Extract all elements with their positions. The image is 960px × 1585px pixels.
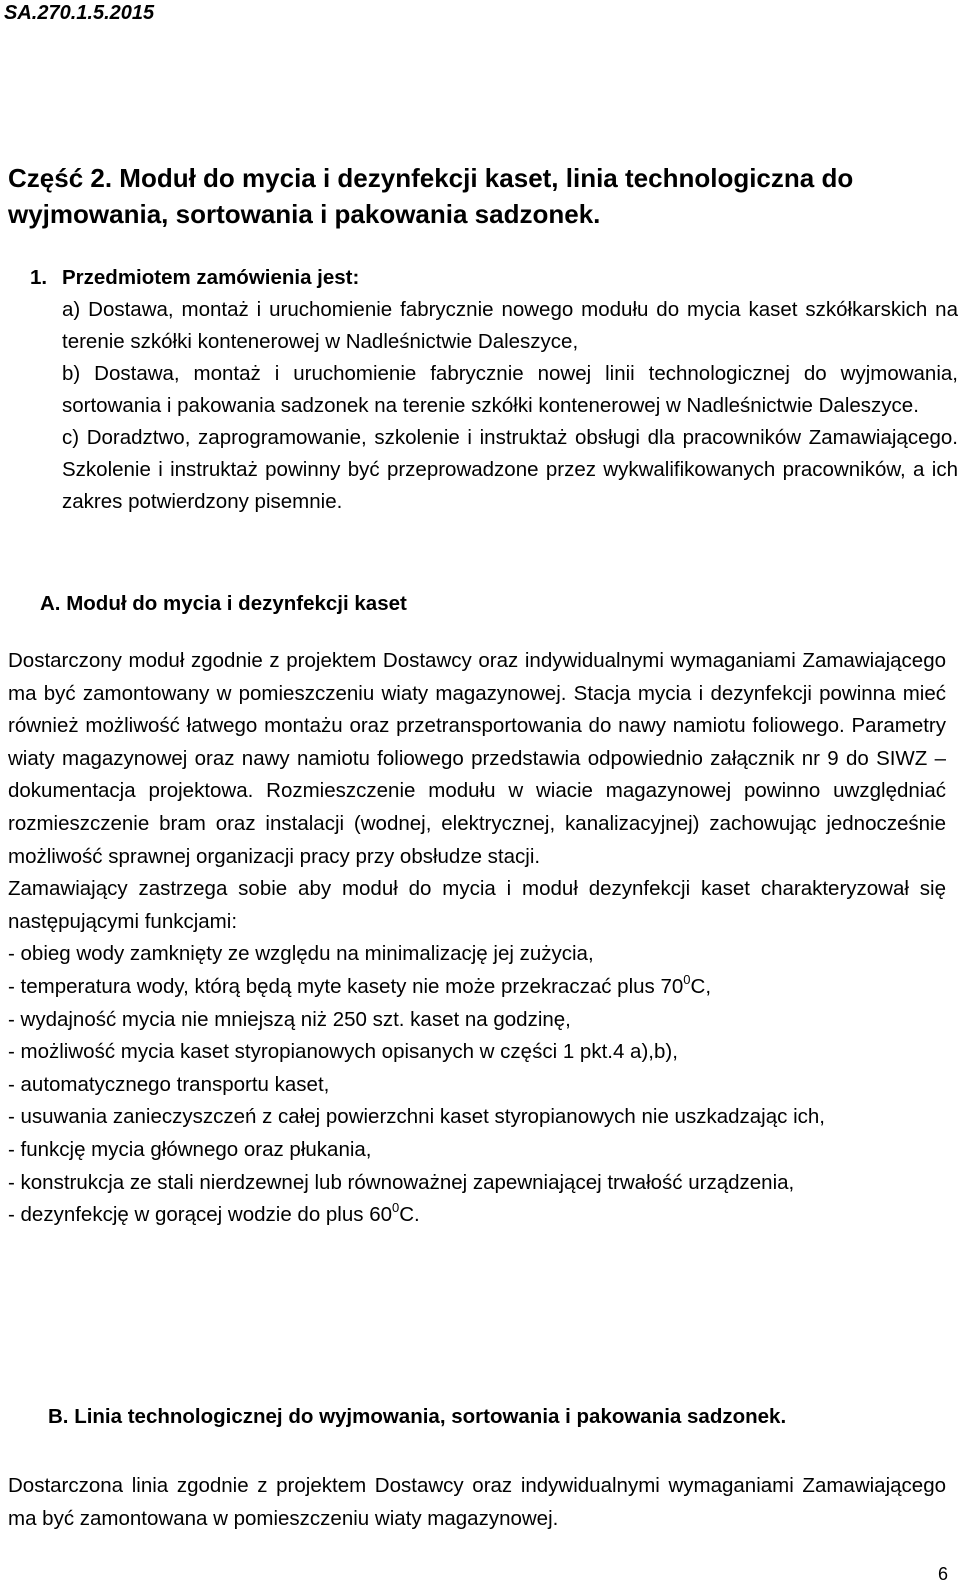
list-item: - funkcję mycia głównego oraz płukania, — [8, 1137, 372, 1161]
section-1-heading: Przedmiotem zamówienia jest: — [62, 266, 360, 289]
part-title: Część 2. Moduł do mycia i dezynfekcji kaset, linia technologiczna do wyjmowania, sortowania i pakowania sadzonek. — [8, 163, 854, 229]
list-item-c: c) Doradztwo, zaprogramowanie, szkolenie i instruktaż obsługi dla pracowników Zamawiającego. Szkolenie i instruktaż powinny być przeprowadzone przez wykwalifikowanych pracowników, a ich zakres potwierdzony pisemnie. — [62, 426, 958, 513]
section-1-number: 1. — [30, 266, 48, 289]
section-1-heading-row — [30, 262, 958, 294]
list-item: - konstrukcja ze stali nierdzewnej lub równoważnej zapewniającej trwałość urządzenia, — [8, 1170, 795, 1194]
section-1 — [30, 262, 958, 518]
superscript: 0 — [683, 971, 691, 987]
section-b-body — [8, 1470, 946, 1535]
list-item: - obieg wody zamknięty ze względu na minimalizację jej zużycia, — [8, 942, 594, 966]
list-item: - wydajność mycia nie mniejszą niż 250 szt. kaset na godzinę, — [8, 1007, 571, 1031]
section-a-heading: A. Moduł do mycia i dezynfekcji kaset — [40, 592, 407, 615]
section-b-heading: B. Linia technologicznej do wyjmowania, sortowania i pakowania sadzonek. — [48, 1405, 787, 1428]
document-reference: SA.270.1.5.2015 — [4, 2, 155, 24]
list-item-text: - dezynfekcję w gorącej wodzie do plus 60 — [8, 1203, 393, 1227]
list-item-text: C. — [399, 1203, 420, 1227]
list-item — [8, 971, 946, 1004]
list-item: - automatycznego transportu kaset, — [8, 1072, 330, 1096]
list-item-b: b) Dostawa, montaż i uruchomienie fabrycznie nowej linii technologicznej do wyjmowania, sortowania i pakowania sadzonek na terenie szkółki kontenerowej w Nadleśnictwie Daleszyce. — [62, 362, 958, 417]
section-a-paragraph-2: Zamawiający zastrzega sobie aby moduł do mycia i moduł dezynfekcji kaset charakteryzował się następującymi funkcjami: — [8, 877, 946, 933]
list-item-text: - temperatura wody, którą będą myte kasety nie może przekraczać plus 70 — [8, 974, 684, 998]
page-number: 6 — [937, 1564, 948, 1584]
superscript: 0 — [392, 1200, 400, 1216]
list-item — [8, 1199, 946, 1232]
section-a-paragraph-1: Dostarczony moduł zgodnie z projektem Dostawcy oraz indywidualnymi wymaganiami Zamawiającego ma być zamontowany w pomieszczeniu wiaty magazynowej. Stacja mycia i dezynfekcji powinna mieć również możliwość łatwego montażu oraz przetransportowania do nawy namiotu foliowego. Parametry wiaty magazynowej oraz nawy namiotu foliowego przedstawia odpowiednio załącznik nr 9 do SIWZ – dokumentacja projektowa. Rozmieszczenie modułu w wiacie magazynowej powinno uwzględniać rozmieszczenie bram oraz instalacji (wodnej, elektrycznej, kanalizacyjnej) zachowując jednocześnie możliwość sprawnej organizacji pracy przy obsłudze stacji. — [8, 649, 946, 868]
section-b-paragraph: Dostarczona linia zgodnie z projektem Dostawcy oraz indywidualnymi wymaganiami Zamawiającego ma być zamontowana w pomieszczeniu wiaty magazynowej. — [8, 1474, 946, 1530]
list-item: - możliwość mycia kaset styropianowych opisanych w części 1 pkt.4 a),b), — [8, 1040, 678, 1064]
list-item-text: C, — [690, 974, 712, 998]
list-item: - usuwania zanieczyszczeń z całej powierzchni kaset styropianowych nie uszkadzając ich, — [8, 1105, 825, 1129]
function-list — [8, 938, 946, 1231]
list-item-a: a) Dostawa, montaż i uruchomienie fabrycznie nowego modułu do mycia kaset szkółkarskich na terenie szkółki kontenerowej w Nadleśnictwie Daleszyce, — [62, 298, 958, 353]
section-a-body — [8, 645, 946, 1232]
